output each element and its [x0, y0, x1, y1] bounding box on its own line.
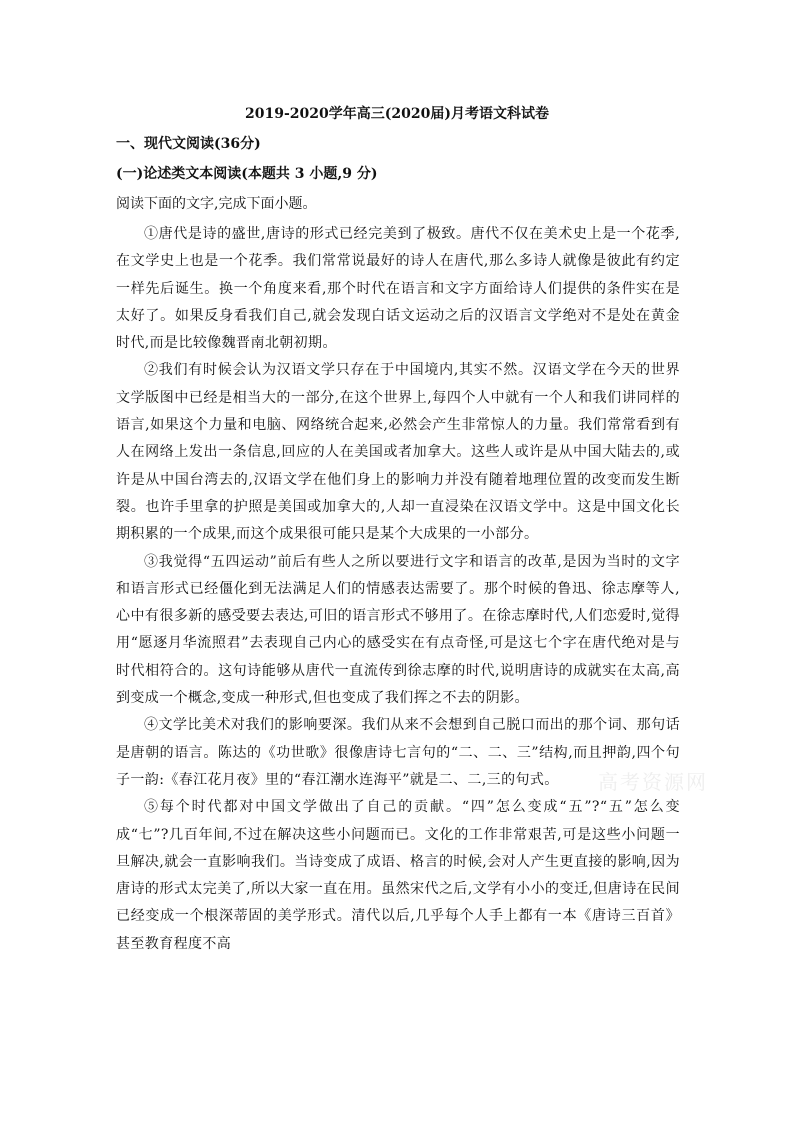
passage-paragraph-4: ④文学比美术对我们的影响要深。我们从来不会想到自己脱口而出的那个词、那句话是唐朝的语言。陈达的《功世歌》很像唐诗七言句的“二、二、三”结构,而且押韵,四个句子一韵:《春江花月夜》里的“春江潮水连海平”就是二、二,三的句式。	[116, 717, 680, 788]
watermark: 高考资源网	[598, 770, 708, 794]
reading-instruction: 阅读下面的文字,完成下面小题。	[116, 196, 317, 212]
passage-body	[116, 221, 680, 958]
passage-paragraph-5: ⑤每个时代都对中国文学做出了自己的贡献。“四”怎么变成“五”?“五”怎么变成“七”?几百年间,不过在解决这些小问题而已。文化的工作非常艰苦,可是这些小问题一旦解决,就会一直影响我们。当诗变成了成语、格言的时候,会对人产生更直接的影响,因为唐诗的形式太完美了,所以大家一直在用。虽然宋代之后,文学有小小的变迁,但唐诗在民间已经变成一个根深蒂固的美学形式。清代以后,几乎每个人手上都有一本《唐诗三百首》甚至教育程度不高	[116, 799, 680, 952]
subsection-heading: (一)论述类文本阅读(本题共 3 小题,9 分)	[116, 166, 378, 182]
passage-paragraph-1: ①唐代是诗的盛世,唐诗的形式已经完美到了极致。唐代不仅在美术史上是一个花季,在文学史上也是一个花季。我们常常说最好的诗人在唐代,那么多诗人就像是彼此有约定一样先后诞生。换一个角度来看,那个时代在语言和文字方面给诗人们提供的条件实在是太好了。如果反身看我们自己,就会发现白话文运动之后的汉语言文学绝对不是处在黄金时代,而是比较像魏晋南北朝初期。	[116, 226, 680, 352]
exam-title: 2019-2020学年高三(2020届)月考语文科试卷	[245, 106, 549, 122]
section-heading: 一、现代文阅读(36分)	[116, 136, 261, 152]
passage-paragraph-3: ③我觉得“五四运动”前后有些人之所以要进行文字和语言的改革,是因为当时的文字和语言形式已经僵化到无法满足人们的情感表达需要了。那个时候的鲁迅、徐志摩等人,心中有很多新的感受要去表达,可旧的语言形式不够用了。在徐志摩时代,人们恋爱时,觉得用“愿逐月华流照君”去表现自己内心的感受实在有点奇怪,可是这七个字在唐代绝对是与时代相符合的。这句诗能够从唐代一直流传到徐志摩的时代,说明唐诗的成就实在太高,高到变成一个概念,变成一种形式,但也变成了我们挥之不去的阴影。	[116, 553, 680, 707]
passage-paragraph-2: ②我们有时候会认为汉语文学只存在于中国境内,其实不然。汉语文学在今天的世界文学版图中已经是相当大的一部分,在这个世界上,每四个人中就有一个人和我们讲同样的语言,如果这个力量和电脑、网络统合起来,必然会产生非常惊人的力量。我们常常看到有人在网络上发出一条信息,回应的人在美国或者加拿大。这些人或许是从中国大陆去的,或许是从中国台湾去的,汉语文学在他们身上的影响力并没有随着地理位置的改变而发生断裂。也许手里拿的护照是美国或加拿大的,人却一直浸染在汉语文学中。这是中国文化长期积累的一个成果,而这个成果很可能只是某个大成果的一小部分。	[116, 362, 680, 543]
